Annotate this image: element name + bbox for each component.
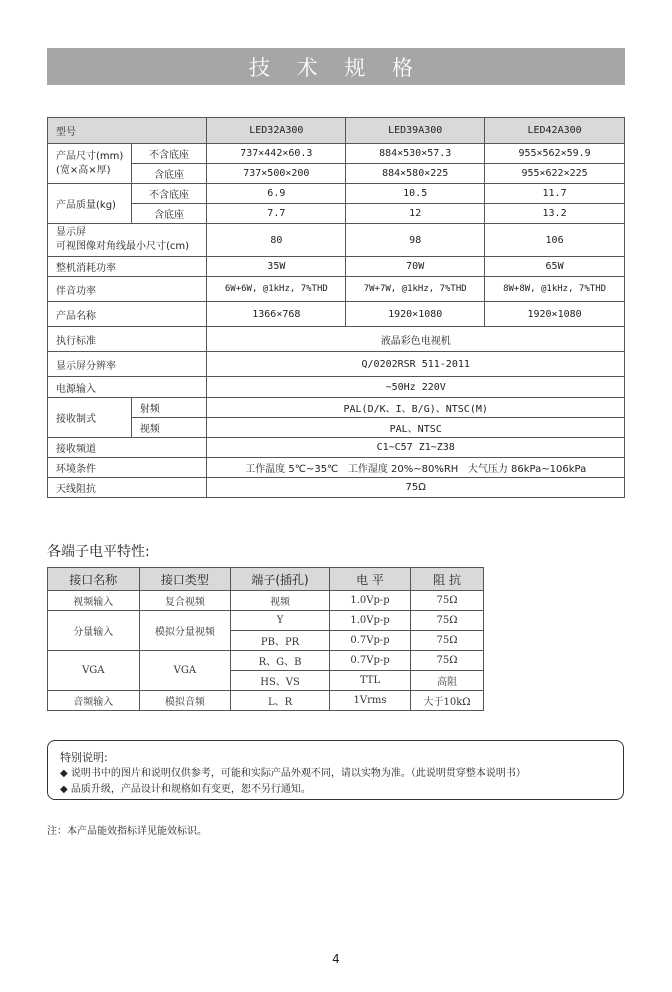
- table-row: [48, 144, 625, 164]
- cell: 视频输入: [48, 591, 140, 611]
- cell: HS、VS: [231, 671, 330, 691]
- column-header: 接口类型: [139, 568, 231, 591]
- cell: 1Vrms: [329, 691, 410, 711]
- sub-label: 含底座: [131, 204, 207, 224]
- cell: TTL: [329, 671, 410, 691]
- power-label: 整机消耗功率: [48, 257, 207, 277]
- cell: 高阻: [411, 671, 484, 691]
- table-row: [48, 611, 484, 631]
- sub-label: 含底座: [131, 164, 207, 184]
- column-header: 电 平: [329, 568, 410, 591]
- cell: 80: [207, 224, 346, 257]
- table-row: [48, 438, 625, 458]
- cell: 1920×1080: [346, 302, 485, 327]
- sub-label: 射频: [131, 398, 207, 418]
- spec-header-row: [48, 118, 625, 144]
- audio-label: 伴音功率: [48, 277, 207, 302]
- table-row: [48, 164, 625, 184]
- cell: VGA: [48, 651, 140, 691]
- terminal-header-row: [48, 568, 484, 591]
- special-notes-box: [47, 740, 624, 800]
- column-header: 阻 抗: [411, 568, 484, 591]
- cell: PAL(D/K、I、B/G)、NTSC(M): [207, 398, 625, 418]
- model-label: 型号: [48, 118, 207, 144]
- cell: 75Ω: [411, 631, 484, 651]
- cell: 106: [485, 224, 625, 257]
- psu-label: 电源输入: [48, 377, 207, 398]
- cell: VGA: [139, 651, 231, 691]
- model-name: LED32A300: [207, 118, 346, 144]
- cell: 6.9: [207, 184, 346, 204]
- cell: PAL、NTSC: [207, 418, 625, 438]
- table-row: [48, 302, 625, 327]
- weight-label: 产品质量(kg): [48, 184, 132, 224]
- cell: 884×530×57.3: [346, 144, 485, 164]
- cell: 75Ω: [207, 478, 625, 498]
- table-row: [48, 257, 625, 277]
- cell: 12: [346, 204, 485, 224]
- env-label: 环境条件: [48, 458, 207, 478]
- cell: 0.7Vp-p: [329, 631, 410, 651]
- cell: 75Ω: [411, 611, 484, 631]
- cell: 模拟音频: [139, 691, 231, 711]
- note-item: ◆ 说明书中的图片和说明仅供参考，可能和实际产品外观不同，请以实物为准。（此说明贯穿整本说明书）: [60, 768, 526, 779]
- cell: Y: [231, 611, 330, 631]
- cell: 7W+7W, @1kHz, 7%THD: [346, 277, 485, 302]
- table-row: [48, 277, 625, 302]
- table-row: [48, 691, 484, 711]
- cell: 955×562×59.9: [485, 144, 625, 164]
- column-header: 接口名称: [48, 568, 140, 591]
- sub-label: 不含底座: [131, 184, 207, 204]
- screen-label: 显示屏 可视图像对角线最小尺寸(cm): [48, 224, 207, 257]
- cell: L、R: [231, 691, 330, 711]
- ant-label: 天线阻抗: [48, 478, 207, 498]
- model-name: LED39A300: [346, 118, 485, 144]
- cell: 工作温度 5℃~35℃ 工作湿度 20%~80%RH 大气压力 86kPa~106kPa: [207, 458, 625, 478]
- cell: 音频输入: [48, 691, 140, 711]
- column-header: 端子(插孔): [231, 568, 330, 591]
- cell: 1920×1080: [485, 302, 625, 327]
- cell: 737×500×200: [207, 164, 346, 184]
- table-row: [48, 377, 625, 398]
- cell: 10.5: [346, 184, 485, 204]
- table-row: [48, 458, 625, 478]
- cell: 11.7: [485, 184, 625, 204]
- cell: 复合视频: [139, 591, 231, 611]
- resolution-label: 显示屏分辨率: [48, 352, 207, 377]
- cell: 液晶彩色电视机: [207, 327, 625, 352]
- table-row: [48, 204, 625, 224]
- cell: 1.0Vp-p: [329, 591, 410, 611]
- table-row: [48, 327, 625, 352]
- table-row: [48, 478, 625, 498]
- cell: PB、PR: [231, 631, 330, 651]
- cell: 884×580×225: [346, 164, 485, 184]
- cell: 75Ω: [411, 651, 484, 671]
- cell: 模拟分量视频: [139, 611, 231, 651]
- cell: 35W: [207, 257, 346, 277]
- cell: 分量输入: [48, 611, 140, 651]
- cell: 75Ω: [411, 591, 484, 611]
- size-label: 产品尺寸(mm) (宽×高×厚): [48, 144, 132, 184]
- cell: 8W+8W, @1kHz, 7%THD: [485, 277, 625, 302]
- table-row: [48, 591, 484, 611]
- section-title: 各端子电平特性:: [47, 544, 150, 560]
- table-row: [48, 651, 484, 671]
- standard-label: 执行标准: [48, 327, 207, 352]
- cell: 70W: [346, 257, 485, 277]
- table-row: [48, 224, 625, 257]
- cell: 955×622×225: [485, 164, 625, 184]
- spec-table: [47, 117, 625, 498]
- cell: 65W: [485, 257, 625, 277]
- cell: Q/0202RSR 511-2011: [207, 352, 625, 377]
- page-title: 技 术 规 格: [47, 48, 625, 85]
- cell: 大于10kΩ: [411, 691, 484, 711]
- page-number: 4: [332, 952, 340, 966]
- cell: ~50Hz 220V: [207, 377, 625, 398]
- footnote: 注：本产品能效指标详见能效标识。: [47, 826, 207, 837]
- cell: C1~C57 Z1~Z38: [207, 438, 625, 458]
- recv-label: 接收制式: [48, 398, 132, 438]
- note-item: ◆ 品质升级，产品设计和规格如有变更，恕不另行通知。: [60, 784, 311, 795]
- table-row: [48, 418, 625, 438]
- notes-title: 特别说明:: [60, 751, 108, 764]
- cell: 98: [346, 224, 485, 257]
- sub-label: 不含底座: [131, 144, 207, 164]
- cell: 7.7: [207, 204, 346, 224]
- cell: 1.0Vp-p: [329, 611, 410, 631]
- cell: 13.2: [485, 204, 625, 224]
- cell: 1366×768: [207, 302, 346, 327]
- terminal-table: [47, 567, 484, 711]
- cell: 737×442×60.3: [207, 144, 346, 164]
- model-name: LED42A300: [485, 118, 625, 144]
- cell: 6W+6W, @1kHz, 7%THD: [207, 277, 346, 302]
- cell: R、G、B: [231, 651, 330, 671]
- table-row: [48, 352, 625, 377]
- name-label: 产品名称: [48, 302, 207, 327]
- table-row: [48, 184, 625, 204]
- table-row: [48, 398, 625, 418]
- cell: 0.7Vp-p: [329, 651, 410, 671]
- cell: 视频: [231, 591, 330, 611]
- freq-label: 接收频道: [48, 438, 207, 458]
- sub-label: 视频: [131, 418, 207, 438]
